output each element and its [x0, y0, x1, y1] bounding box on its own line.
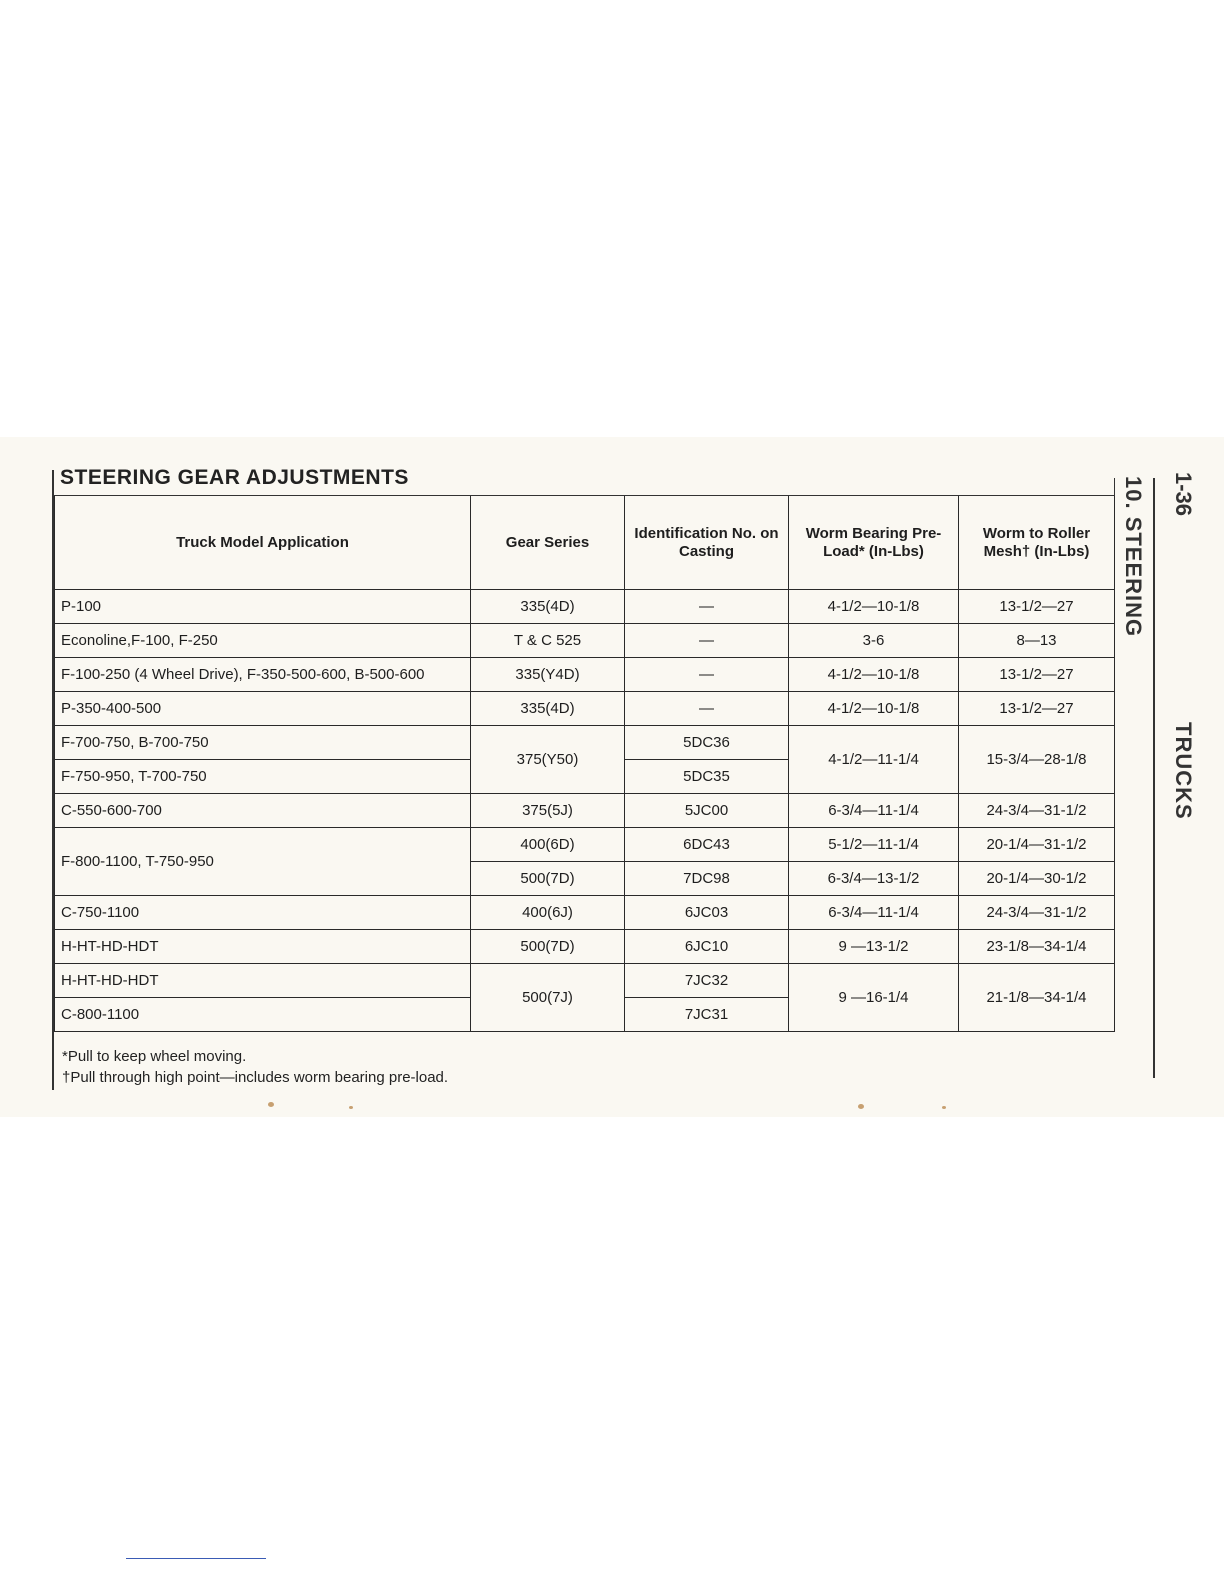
cell-id: 6JC03: [625, 896, 789, 930]
paper-spot: [268, 1102, 274, 1107]
cell-preload: 4-1/2—10-1/8: [789, 658, 959, 692]
footnote-preload: *Pull to keep wheel moving.: [62, 1048, 247, 1065]
table-row: [55, 658, 1115, 692]
cell-preload: 5-1/2—11-1/4: [789, 828, 959, 862]
cell-series: 375(Y50): [471, 726, 625, 794]
category-label: TRUCKS: [1171, 722, 1196, 820]
cell-model: C-750-1100: [55, 896, 471, 930]
header-preload: Worm Bearing Pre-Load* (In-Lbs): [789, 496, 959, 590]
table-row: [55, 828, 1115, 862]
cell-mesh: 23-1/8—34-1/4: [959, 930, 1115, 964]
header-series: Gear Series: [471, 496, 625, 590]
cell-model: C-800-1100: [55, 998, 471, 1032]
paper-spot: [349, 1106, 353, 1109]
cell-model: P-100: [55, 590, 471, 624]
table-row: [55, 896, 1115, 930]
cell-model: F-750-950, T-700-750: [55, 760, 471, 794]
section-label: 10. STEERING: [1121, 476, 1146, 638]
table-row: [55, 590, 1115, 624]
cell-series: 335(Y4D): [471, 658, 625, 692]
cell-series: 500(7J): [471, 964, 625, 1032]
cell-id: 5JC00: [625, 794, 789, 828]
table-row: [55, 794, 1115, 828]
cell-mesh: 24-3/4—31-1/2: [959, 794, 1115, 828]
cell-mesh: 13-1/2—27: [959, 692, 1115, 726]
table-row: [55, 692, 1115, 726]
cell-id: 6DC43: [625, 828, 789, 862]
cell-id: 5DC36: [625, 726, 789, 760]
cell-model: C-550-600-700: [55, 794, 471, 828]
table-row: [55, 624, 1115, 658]
cell-series: 500(7D): [471, 862, 625, 896]
cell-series: 500(7D): [471, 930, 625, 964]
cell-id: —: [625, 624, 789, 658]
cell-series: 335(4D): [471, 590, 625, 624]
cell-id: —: [625, 590, 789, 624]
header-mesh: Worm to Roller Mesh† (In-Lbs): [959, 496, 1115, 590]
cell-preload: 6-3/4—11-1/4: [789, 896, 959, 930]
cell-preload: 6-3/4—11-1/4: [789, 794, 959, 828]
cell-preload: 4-1/2—10-1/8: [789, 692, 959, 726]
cell-id: —: [625, 692, 789, 726]
cell-preload: 9 —16-1/4: [789, 964, 959, 1032]
cell-series: 375(5J): [471, 794, 625, 828]
cell-id: 6JC10: [625, 930, 789, 964]
cell-id: 7JC32: [625, 964, 789, 998]
cell-mesh: 20-1/4—30-1/2: [959, 862, 1115, 896]
inner-right-rule: [1114, 478, 1115, 496]
cell-id: —: [625, 658, 789, 692]
cell-preload: 9 —13-1/2: [789, 930, 959, 964]
cell-model: H-HT-HD-HDT: [55, 964, 471, 998]
page-title: STEERING GEAR ADJUSTMENTS: [60, 466, 409, 489]
table-row: [55, 964, 1115, 998]
cell-mesh: 21-1/8—34-1/4: [959, 964, 1115, 1032]
cell-model: F-800-1100, T-750-950: [55, 828, 471, 896]
cell-model: H-HT-HD-HDT: [55, 930, 471, 964]
bottom-underline: [126, 1558, 266, 1559]
paper-spot: [858, 1104, 864, 1109]
cell-mesh: 20-1/4—31-1/2: [959, 828, 1115, 862]
right-rule: [1153, 478, 1155, 1078]
cell-preload: 4-1/2—10-1/8: [789, 590, 959, 624]
cell-model: P-350-400-500: [55, 692, 471, 726]
cell-id: 5DC35: [625, 760, 789, 794]
cell-mesh: 8—13: [959, 624, 1115, 658]
cell-mesh: 24-3/4—31-1/2: [959, 896, 1115, 930]
cell-model: Econoline,F-100, F-250: [55, 624, 471, 658]
table-row: [55, 930, 1115, 964]
cell-mesh: 13-1/2—27: [959, 590, 1115, 624]
cell-series: T & C 525: [471, 624, 625, 658]
cell-mesh: 15-3/4—28-1/8: [959, 726, 1115, 794]
cell-preload: 6-3/4—13-1/2: [789, 862, 959, 896]
cell-series: 335(4D): [471, 692, 625, 726]
table-row: [55, 726, 1115, 760]
cell-model: F-100-250 (4 Wheel Drive), F-350-500-600, B-500-600: [55, 658, 471, 692]
header-model: Truck Model Application: [55, 496, 471, 590]
cell-model: F-700-750, B-700-750: [55, 726, 471, 760]
steering-gear-table: [54, 496, 1115, 1032]
page-number: 1-36: [1171, 472, 1196, 517]
cell-id: 7JC31: [625, 998, 789, 1032]
cell-preload: 4-1/2—11-1/4: [789, 726, 959, 794]
header-id: Identification No. on Casting: [625, 496, 789, 590]
cell-series: 400(6D): [471, 828, 625, 862]
cell-series: 400(6J): [471, 896, 625, 930]
cell-id: 7DC98: [625, 862, 789, 896]
footnote-mesh: †Pull through high point—includes worm bearing pre-load.: [62, 1069, 449, 1086]
footnotes: [62, 1046, 448, 1088]
table-header-row: [55, 496, 1115, 590]
paper-spot: [942, 1106, 946, 1109]
cell-preload: 3-6: [789, 624, 959, 658]
cell-mesh: 13-1/2—27: [959, 658, 1115, 692]
